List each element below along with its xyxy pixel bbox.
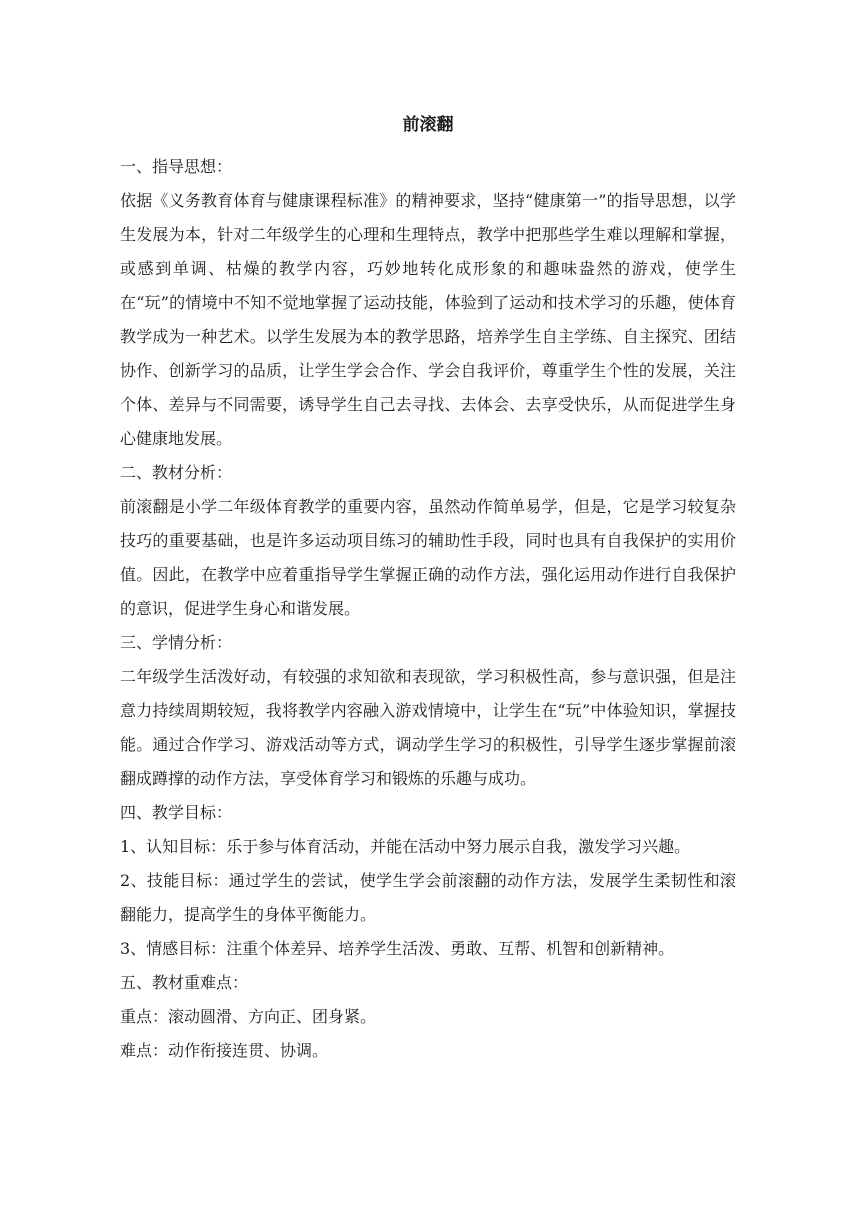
document-page [120,108,736,1068]
key-point-item: 重点：滚动圆滑、方向正、团身紧。 [120,1007,377,1026]
goal-item: 3、情感目标：注重个体差异、培养学生活泼、勇敢、互帮、机智和创新精神。 [120,939,675,958]
section-heading: 一、指导思想： [120,157,233,176]
paragraph: 前滚翻是小学二年级体育教学的重要内容，虽然动作简单易学，但是，它是学习较复杂技巧的重要基础，也是许多运动项目练习的辅助性手段，同时也具有自我保护的实用价值。因此，在教学中应着重指导学生掌握正确的动作方法，强化运用动作进行自我保护的意识，促进学生身心和谐发展。 [120,497,736,618]
difficulty-item: 难点：动作衔接连贯、协调。 [120,1041,329,1060]
section-body [120,660,736,796]
section-guiding-thought [120,150,736,456]
document-title: 前滚翻 [402,115,454,135]
goal-item: 1、认知目标：乐于参与体育活动，并能在活动中努力展示自我，激发学习兴趣。 [120,837,691,856]
section-heading: 二、教材分析： [120,463,233,482]
section-body [120,184,736,456]
paragraph: 二年级学生活泼好动，有较强的求知欲和表现欲，学习积极性高，参与意识强，但是注意力持续周期较短，我将教学内容融入游戏情境中，让学生在“玩”中体验知识，掌握技能。通过合作学习、游戏活动等方式，调动学生学习的积极性，引导学生逐步掌握前滚翻成蹲撑的动作方法，享受体育学习和锻炼的乐趣与成功。 [120,667,736,788]
goal-item: 2、技能目标：通过学生的尝试，使学生学会前滚翻的动作方法，发展学生柔韧性和滚翻能力，提高学生的身体平衡能力。 [120,871,736,924]
section-heading: 五、教材重难点： [120,973,249,992]
section-heading: 三、学情分析： [120,633,233,652]
section-material-analysis [120,456,736,626]
section-key-points [120,966,736,1068]
section-body [120,1000,736,1068]
section-heading: 四、教学目标： [120,803,233,822]
section-student-analysis [120,626,736,796]
section-teaching-goals [120,796,736,966]
section-body [120,830,736,966]
section-body [120,490,736,626]
paragraph: 依据《义务教育体育与健康课程标准》的精神要求，坚持“健康第一”的指导思想，以学生发展为本，针对二年级学生的心理和生理特点，教学中把那些学生难以理解和掌握，或感到单调、枯燥的教学内容，巧妙地转化成形象的和趣味盎然的游戏，使学生在“玩”的情境中不知不觉地掌握了运动技能，体验到了运动和技术学习的乐趣，使体育教学成为一种艺术。以学生发展为本的教学思路，培养学生自主学练、自主探究、团结协作、创新学习的品质，让学生学会合作、学会自我评价，尊重学生个性的发展，关注个体、差异与不同需要，诱导学生自己去寻找、去体会、去享受快乐，从而促进学生身心健康地发展。 [120,191,736,448]
